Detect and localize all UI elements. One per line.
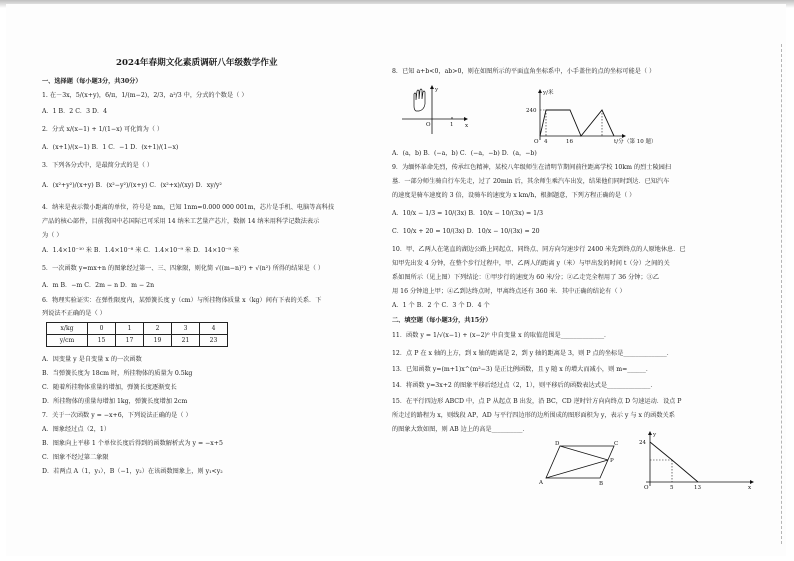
q10-16-label: 16 [566,139,573,145]
q4-line2: 产品的核心部件，目前我国中芯国际已可采用 14 纳米工艺量产芯片，数据 14 纳米用科学记数法表示 [42,218,320,225]
table-cell: 0 [88,323,116,335]
q6-line2: 列说法不正确的是（ ） [42,310,106,317]
q14-stem: 14．将函数 y=3x+2 的图象平移后经过点（2，1），则平移后的函数表达式是______________． [392,382,657,389]
table-cell: 23 [200,335,228,347]
q10-distance-line [540,110,614,136]
q9-options-cd: C．10/x + 20 = 10/(3x) D．10/x − 10/(3x) = 20 [392,228,540,235]
q15-24-label: 24 [639,440,646,446]
q7-option-d: D．若两点 A（1，y₁），B（−1，y₂）在该函数图象上，则 y₁<y₂ [42,468,223,475]
q2-stem: 2．分式 x/(x−1) + 1/(1−x) 可化简为（ ） [42,126,164,133]
q15-label-d: D [555,441,560,447]
section-fill-heading: 二、填空题（每小题3分，共15分） [392,317,492,324]
q8-stem: 8．已知 a+b<0，ab>0，则在如图所示的平面直角坐标系中，小手盖住的点的坐标可能是（ ） [392,68,656,75]
table-cell: 19 [144,335,172,347]
q10-distance-graph [526,86,657,146]
q8-origin: O [426,122,431,128]
q7-option-a: A．图象经过点（2，1） [42,426,111,433]
q9-line3: 的速度是骑车速度的 3 倍，设骑车的速度为 x km/h，根据题意，下列方程正确的是（ ） [392,192,636,199]
q7-stem: 7．关于一次函数 y = −x+6，下列说法正确的是（ ） [42,412,192,419]
q5-stem: 5．一次函数 y=mx+n 的图象经过第一、三、四象限，则化简 √((m−n)²) + √(n²) 所得的结果是（ ） [42,265,325,272]
q3-options: A．(x²+y²)/(x+y) B．(x²−y²)/(x+y) C．(x²+x)/(xy) D．xy/y² [42,182,222,189]
paper-title: 2024年春期文化素质调研八年级数学作业 [116,58,278,68]
q8-unit-tick: 1 [450,122,454,128]
q15-area-line [650,442,698,482]
q10-line4: 用 16 分钟追上甲；④乙到达终点时，甲离终点还有 360 米．其中正确的结论有（ ） [392,288,626,295]
q10-origin: O [534,139,539,145]
covering-hand-icon [414,89,425,111]
q15-x-label: x [748,485,752,491]
q1-options: A．1 B．2 C．3 D．4 [42,108,108,115]
q8-y-label: y [435,87,439,93]
q10-line2: 知甲先出发 4 分钟，在整个步行过程中，甲、乙两人的距离 y（米）与甲出发的时间 t（分）之间的关 [392,260,670,267]
q6-option-a: A．因变量 y 是自变量 x 的一次函数 [42,356,142,363]
table-cell: 2 [144,323,172,335]
section-choice-heading: 一、选择题（每小题3分，共30分） [42,78,142,85]
q10-y-label: y/米 [543,90,554,96]
q15-5-label: 5 [670,485,674,491]
q15-y-label: y [653,432,657,438]
q15-label-c: C [614,441,619,447]
q4-line3: 为（ ） [42,232,63,239]
table-cell: 15 [88,335,116,347]
q10-line1: 10．甲、乙两人在笔直的湖边公路上同起点、同终点、同方向匀速步行 2400 米先到终点的人原地休息．已 [392,246,686,253]
q8-options: A．(a，b) B．(−a，b) C．(−a，−b) D．(a，−b) [392,150,537,157]
q7-option-b: B．图象向上平移 1 个单位长度后得到的函数解析式为 y = −x+5 [42,440,223,447]
table-row [47,335,228,347]
table-cell: y/cm [47,335,88,347]
q11-stem: 11．函数 y = 1/√(x−1) + (x−2)⁰ 中自变量 x 的取值范围是______________． [392,332,611,339]
q6-line1: 6．物理实验证实：在弹性限度内，某弹簧长度 y（cm）与所挂物体质量 x（kg）间有下表的关系．下 [42,297,322,304]
q10-caption: （第 10 题） [624,139,657,145]
table-cell: x/kg [47,323,88,335]
exam-sheet [6,4,786,556]
q8-x-label: x [465,123,469,129]
q4-options: A．1.4×10⁻¹⁰ 米 B．1.4×10⁻⁸ 米 C．1.4×10⁻⁹ 米 D．14×10⁻⁹ 米 [42,247,240,254]
q15-area-graph [639,430,757,491]
table-cell: 21 [172,335,200,347]
table-row [47,323,228,335]
q15-label-a: A [539,480,543,486]
q15-label-p: P [610,458,614,464]
table-cell: 17 [116,335,144,347]
table-cell: 1 [116,323,144,335]
q15-line2: 所走过的路程为 x，则线段 AP，AD 与平行四边形的边所围成的图形面积为 y，表示 y 与 x 的函数关系 [392,412,675,419]
q5-options: A．m B．−m C．2m − n D．m − 2n [42,282,155,289]
q6-option-b: B．当弹簧长度为 18cm 时，所挂物体的质量为 0.5kg [42,370,193,377]
q12-stem: 12．点 P 在 x 轴的上方，到 x 轴的距离是 2，到 y 轴的距离是 3，则 P 点的坐标是______________． [392,350,673,357]
q10-t-label: t/分 [614,139,624,145]
q8-coordinate-figure [402,84,472,134]
q9-options-ab: A．10/x − 1/3 = 10/(3x) B．10/x − 10/(3x) = 1/3 [392,210,544,217]
q15-parallelogram [539,440,632,490]
q6-option-c: C．随着所挂物体重量的增加，弹簧长度逐渐变长 [42,384,177,391]
q15-label-b: B [599,481,604,487]
q15-origin: O [644,485,649,491]
q10-240-label: 240 [526,108,537,114]
table-cell: 4 [200,323,228,335]
q1-stem: 1. 在－3x，5/(x+y)，6/π，1/(m−2)，2/3，a²/3 中，分式的个数是（ ） [42,92,248,99]
table-cell: 3 [172,323,200,335]
q3-stem: 3．下列各分式中，是最简分式的是（ ） [42,162,154,169]
q2-options: A．(x+1)/(x−1) B．1 C．−1 D．(x+1)/(1−x) [42,144,179,151]
q13-stem: 13．已知函数 y=(m+1)x^(m²−3) 是正比例函数，且 y 随 x 的增大而减小，则 m=______． [392,366,653,373]
q15-line1: 15．在平行四边形 ABCD 中，点 P 从起点 B 出发，沿 BC，CD 逆时针方向向终点 D 匀速运动．设点 P [392,398,682,405]
spring-data-table [46,322,228,347]
q10-options: A．1 个 B．2 个 C．3 个 D．4 个 [392,302,490,309]
q10-line3: 系如图所示（见上图）下列结论：①甲步行的速度为 60 米/分；②乙走完全程用了 36 分钟；③乙 [392,274,660,281]
q9-line2: 墓．一部分师生骑自行车先走，过了 20min 后，其余师生乘汽车出发，结果他们同时到达．已知汽车 [392,178,670,185]
q10-4-label: 4 [544,139,548,145]
q15-line3: 的图象大致如图，则 AB 边上的高是__________． [392,426,529,433]
scan-marks [777,44,782,544]
q4-line1: 4．纳米是表示微小距离的单位，符号是 nm，已知 1nm=0.000 000 001m，芯片是手机、电脑等高科技 [42,204,335,211]
q6-option-d: D．所挂物体的重量每增加 1kg，弹簧长度增加 2cm [42,398,188,405]
q15-13-label: 13 [694,485,701,491]
q7-option-c: C．图象不经过第二象限 [42,454,109,461]
q9-line1: 9．为缅怀革命先烈，传承红色精神，某校八年级师生在清明节期间前往距离学校 10km 的烈士陵园扫 [392,164,672,171]
